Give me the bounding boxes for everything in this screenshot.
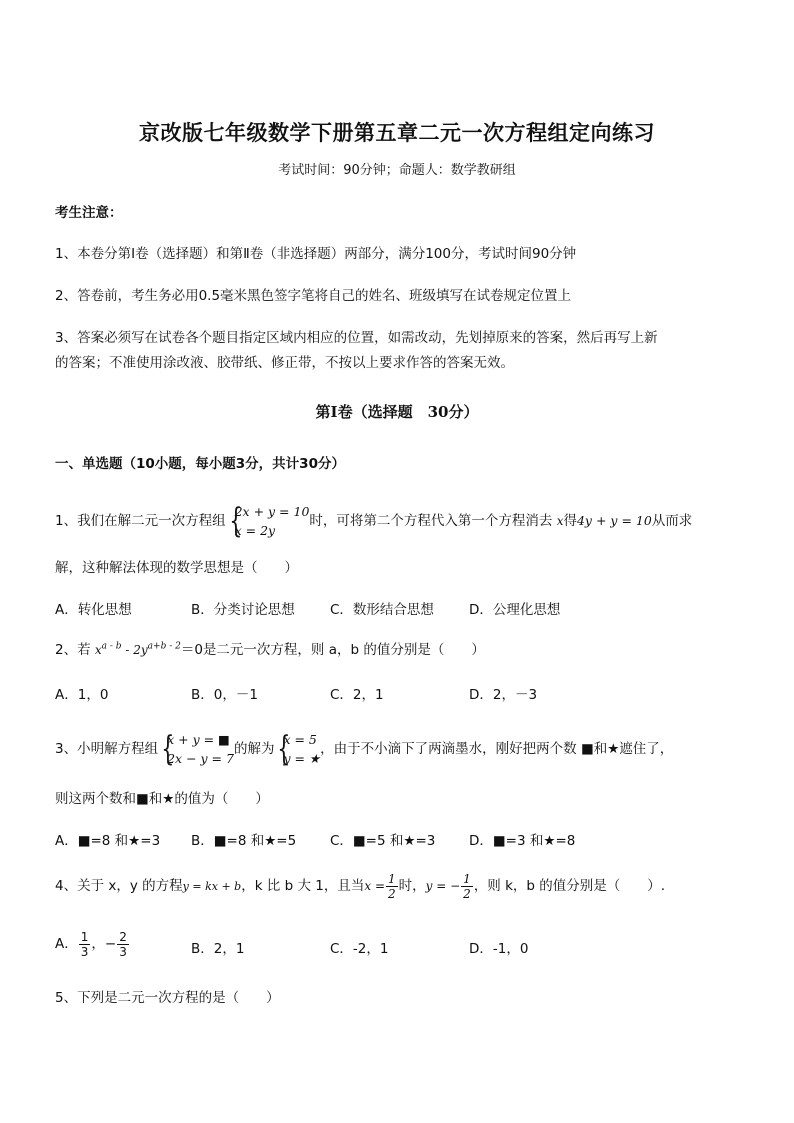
q3-text-post: ，由于不小滴下了两滴墨水，刚好把两个数 ■和★遮住了， xyxy=(320,741,674,757)
page-title: 京改版七年级数学下册第五章二元一次方程组定向练习 xyxy=(139,120,655,145)
q1-option-c[interactable]: C．数形结合思想 xyxy=(330,602,434,618)
q4-x-denominator: 2 xyxy=(388,886,396,901)
note-3: 3、答案必须写在试卷各个题目指定区域内相应的位置，如需改动，先划掉原来的答案，然后再写上新 xyxy=(55,330,658,346)
q3-equation-system xyxy=(158,730,234,768)
q4-x-numerator: 1 xyxy=(388,871,396,886)
note-3-continued: 的答案；不准使用涂改液、胶带纸、修正带，不按以上要求作答的答案无效。 xyxy=(55,355,514,371)
part-heading: 一、单选题（10小题，每小题3分，共计30分） xyxy=(55,456,345,472)
notes-heading: 考生注意： xyxy=(55,205,123,221)
q1-equation-system xyxy=(226,502,310,540)
q4-option-a-separator: ，− xyxy=(91,936,117,952)
q4-x-label: x = xyxy=(364,879,385,893)
question-1-line-2: 解，这种解法体现的数学思想是（ ） xyxy=(55,560,298,576)
q4-y-denominator: 2 xyxy=(463,886,471,901)
q1-option-d[interactable]: D．公理化思想 xyxy=(469,602,561,618)
q2-option-a[interactable]: A．1，0 xyxy=(55,687,109,703)
q2-term-x: x xyxy=(94,643,102,657)
q4-option-a-fraction-2 xyxy=(117,930,129,959)
q4-option-a[interactable] xyxy=(55,927,130,961)
q4-text-post: ，则 k，b 的值分别是（ ）. xyxy=(473,878,666,894)
q1-eq1: 2x + y = 10 xyxy=(234,504,310,519)
q4-text-mid-1: ，k 比 b 大 1，且当 xyxy=(241,878,365,894)
q3-text-mid: 的解为 xyxy=(233,741,275,757)
exam-info: 考试时间：90分钟；命题人：数学教研组 xyxy=(278,163,516,178)
q1-text: 1、我们在解二元一次方程组 xyxy=(55,513,226,529)
q3-sol1: x = 5 xyxy=(283,732,317,747)
q2-coefficient: - 2 xyxy=(121,643,141,657)
q2-text: 2、若 xyxy=(55,642,91,658)
q3-text: 3、小明解方程组 xyxy=(55,741,159,757)
q1-variable: x xyxy=(556,514,564,528)
q4-text: 4、关于 x，y 的方程 xyxy=(55,878,183,894)
q4-option-a-label: A． xyxy=(55,936,78,952)
q1-option-b[interactable]: B．分类讨论思想 xyxy=(191,602,295,618)
q2-term-y: y xyxy=(140,643,148,657)
q2-text-post: ＝0是二元一次方程，则 a，b 的值分别是（ ） xyxy=(180,642,485,658)
q3-option-c[interactable]: C．■=5 和★=3 xyxy=(330,833,436,849)
q3-option-d[interactable]: D．■=3 和★=8 xyxy=(469,833,576,849)
q4-option-a-fraction-1 xyxy=(79,930,91,959)
question-1 xyxy=(55,499,692,543)
q4-y-fraction xyxy=(461,872,473,901)
q1-text-mid: 时，可将第二个方程代入第一个方程消去 xyxy=(309,513,553,529)
q2-exponent-2: a+b - 2 xyxy=(147,641,181,652)
q1-expression: 4y + y = 10 xyxy=(576,513,652,528)
question-4 xyxy=(55,868,665,905)
q3-option-a[interactable]: A．■=8 和★=3 xyxy=(55,833,161,849)
q4-option-a-denominator-1: 3 xyxy=(80,944,89,959)
brace-icon: { xyxy=(161,729,175,769)
q1-text-post: 从而求 xyxy=(651,513,693,529)
q2-option-b[interactable]: B．0，－1 xyxy=(191,687,258,703)
q1-option-a[interactable]: A．转化思想 xyxy=(55,602,132,618)
q4-option-a-numerator-2: 2 xyxy=(119,929,127,944)
q4-option-b[interactable]: B．2，1 xyxy=(191,941,245,957)
q2-exponent-1: a - b xyxy=(101,641,122,652)
q1-text-de: 得 xyxy=(563,513,577,529)
question-5: 5、下列是二元一次方程的是（ ） xyxy=(55,990,280,1006)
q4-x-fraction xyxy=(386,872,398,901)
q3-eq1: x + y = ■ xyxy=(167,732,230,747)
question-3-line-2: 则这两个数和■和★的值为（ ） xyxy=(55,791,269,807)
note-2: 2、答卷前，考生务必用0.5毫米黑色签字笔将自己的姓名、班级填写在试卷规定位置上 xyxy=(55,288,572,304)
q1-eq2: x = 2y xyxy=(234,523,276,538)
q4-y-numerator: 1 xyxy=(463,871,471,886)
q4-y-label: y = − xyxy=(425,879,461,893)
brace-icon: { xyxy=(228,501,242,541)
q3-option-b[interactable]: B．■=8 和★=5 xyxy=(191,833,297,849)
q4-option-a-denominator-2: 3 xyxy=(119,944,127,959)
q3-solution-system xyxy=(274,730,320,768)
section-title: 第Ⅰ卷（选择题 30分） xyxy=(315,403,479,421)
q4-option-a-numerator-1: 1 xyxy=(80,929,89,944)
brace-icon: { xyxy=(277,729,291,769)
q4-option-d[interactable]: D．-1，0 xyxy=(469,941,529,957)
q2-option-d[interactable]: D．2，－3 xyxy=(469,687,538,703)
q4-option-c[interactable]: C．-2，1 xyxy=(330,941,389,957)
q3-sol2: y = ★ xyxy=(283,751,321,766)
q3-eq2: 2x − y = 7 xyxy=(167,751,234,766)
question-2 xyxy=(55,638,485,658)
q4-text-mid-2: 时， xyxy=(398,878,426,894)
question-3 xyxy=(55,727,673,771)
q2-option-c[interactable]: C．2，1 xyxy=(330,687,384,703)
note-1: 1、本卷分第Ⅰ卷（选择题）和第Ⅱ卷（非选择题）两部分，满分100分，考试时间90分钟 xyxy=(55,246,577,262)
q4-equation: y = kx + b xyxy=(182,880,242,893)
